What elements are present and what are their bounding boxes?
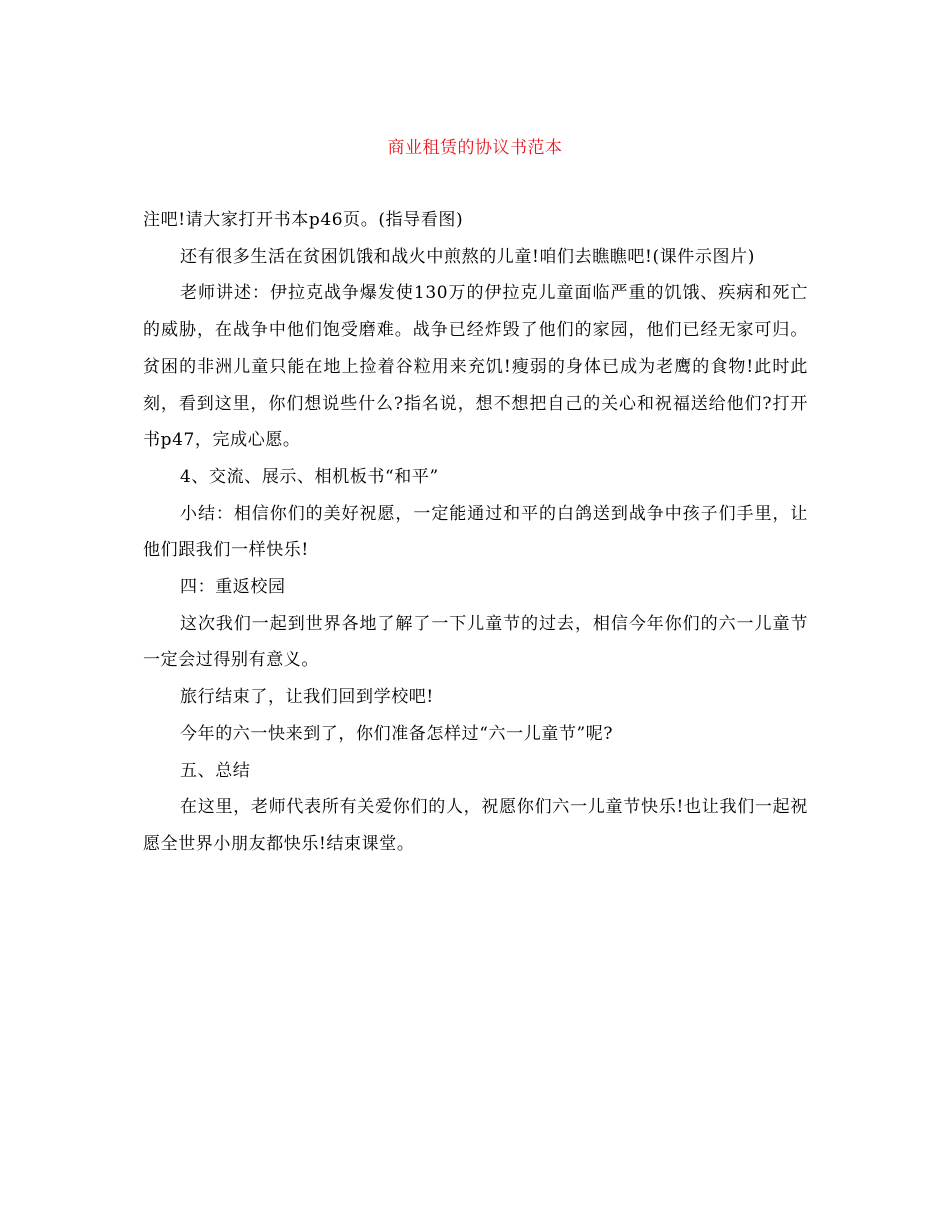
paragraph: 小结：相信你们的美好祝愿，一定能通过和平的白鸽送到战争中孩子们手里，让他们跟我们一样快乐!: [143, 503, 808, 561]
paragraph: 这次我们一起到世界各地了解了一下儿童节的过去，相信今年你们的六一儿童节一定会过得别有意义。: [143, 613, 808, 671]
paragraph: 注吧!请大家打开书本p46页。(指导看图): [143, 210, 464, 230]
paragraph: 4、交流、展示、相机板书“和平”: [180, 466, 439, 487]
paragraph: 还有很多生活在贫困饥饿和战火中煎熬的儿童!咱们去瞧瞧吧!(课件示图片): [180, 246, 755, 267]
paragraph: 老师讲述：伊拉克战争爆发使130万的伊拉克儿童面临严重的饥饿、疾病和死亡的威胁，在战争中他们饱受磨难。战争已经炸毁了他们的家园，他们已经无家可归。贫困的非洲儿童只能在地上捡着谷粒用来充饥!瘦弱的身体已成为老鹰的食物!此时此刻，看到这里，你们想说些什么?指名说，想不想把自己的关心和祝福送给他们?打开书p47，完成心愿。: [143, 283, 808, 451]
section-heading: 五、总结: [180, 760, 251, 781]
paragraph: 今年的六一快来到了，你们准备怎样过“六一儿童节”呢?: [180, 723, 614, 744]
document-title: 商业租赁的协议书范本: [387, 138, 563, 158]
paragraph: 旅行结束了，让我们回到学校吧!: [180, 687, 434, 708]
section-heading: 四：重返校园: [180, 577, 286, 598]
document-body: [143, 202, 808, 863]
paragraph: 在这里，老师代表所有关爱你们的人，祝愿你们六一儿童节快乐!也让我们一起祝愿全世界小朋友都快乐!结束课堂。: [143, 797, 808, 854]
